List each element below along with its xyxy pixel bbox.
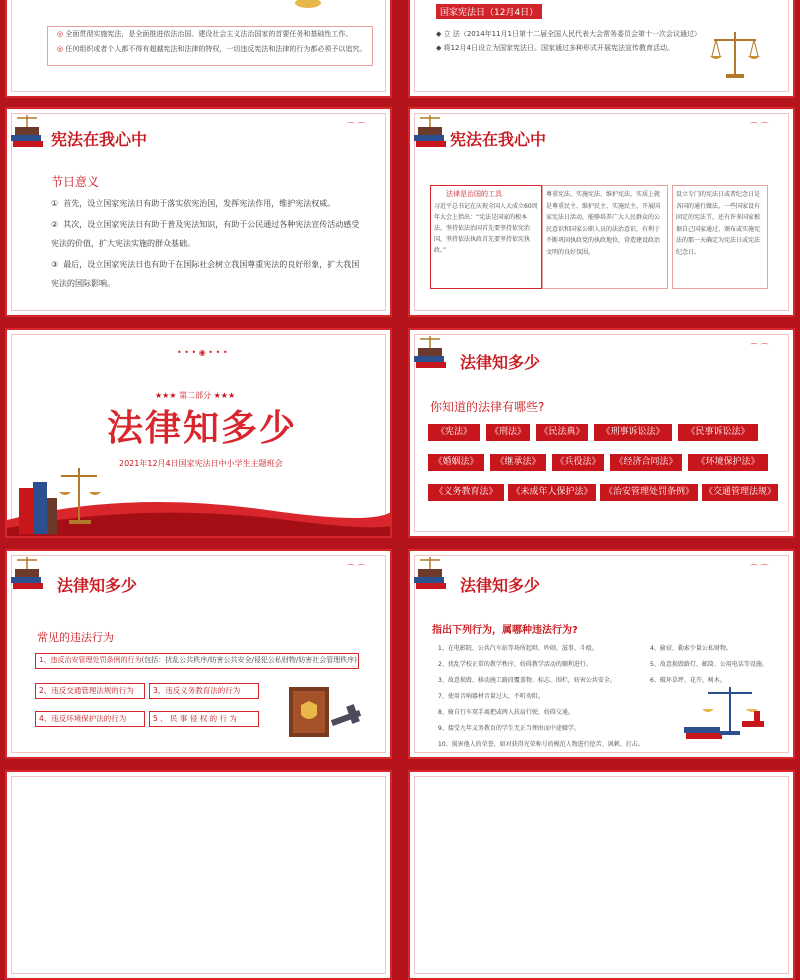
violation-item-text: 2、违反交通管理法规的行为 — [39, 686, 134, 695]
law-books-icon — [9, 555, 49, 595]
bird-decoration: ⌒ ⌒ — [347, 564, 366, 573]
law-chip: 《未成年人保护法》 — [508, 484, 596, 501]
law-chip: 《刑法》 — [486, 424, 530, 441]
law-books-icon — [412, 555, 452, 595]
justice-scale-illustration — [680, 681, 776, 745]
date-tag: 国家宪法日（12月4日） — [436, 4, 542, 19]
law-books-icon — [412, 334, 452, 374]
scale-icon — [706, 26, 764, 84]
part-label: ★★★ 第二部分 ★★★ — [155, 391, 236, 400]
info-box-text: 尊重宪法、实施宪法、维护宪法，实质上就是尊重民主、维护民主、实施民主。开展国家宪法日活动，能够培养广大人民群众的公民意识和国家公职人员的法治意识，有利于不断巩固执政党的执政地位，营造建设政治文明的良好氛围。 — [546, 191, 661, 256]
slide-4[interactable] — [408, 107, 795, 317]
law-chip: 《宪法》 — [428, 424, 480, 441]
slide-10[interactable] — [408, 770, 795, 980]
bird-decoration: ⌒ ⌒ — [347, 122, 366, 131]
info-box-text: 习近平总书记在庆祝全国人大成立60周年大会上指出：“宪法是国家的根本法，坚持依法治国首先要坚持依宪治国，坚持依法执政首先要坚持依宪执政。” — [434, 203, 538, 254]
slide-1[interactable] — [5, 0, 392, 98]
law-chip: 《婚姻法》 — [428, 454, 484, 471]
violation-item-text: 1、违反治安管理处罚条例的行为(包括：扰乱公共秩序/妨害公共安全/侵犯公私财物/妨害社会管理秩序) — [39, 656, 358, 664]
violation-item-text: 4、违反环境保护法的行为 — [39, 714, 127, 723]
info-line: ◆ 将12月4日设立为国家宪法日。国家通过多种形式开展宪法宣传教育活动。 — [436, 44, 674, 52]
section-title: 法律知多少 — [107, 408, 298, 449]
slide-frame — [11, 776, 386, 974]
law-books-icon — [412, 113, 452, 153]
violation-item-text: 3、违反义务教育法的行为 — [153, 686, 241, 695]
law-books-icon — [9, 113, 49, 153]
law-chip: 《义务教育法》 — [428, 484, 504, 501]
slide-2[interactable] — [408, 0, 795, 98]
question-text: 你知道的法律有哪些? — [430, 400, 545, 414]
law-chip: 《继承法》 — [490, 454, 546, 471]
case-item: 6、破坏草坪、花卉、树木。 — [650, 677, 726, 684]
slide-title: 法律知多少 — [460, 576, 541, 595]
bird-decoration: ⌒ ⌒ — [750, 343, 769, 352]
law-chip: 《民事诉讼法》 — [678, 424, 758, 441]
ornament-top: • • • ◉ • • • — [177, 348, 228, 357]
section-subtitle: 节日意义 — [51, 175, 100, 189]
slide-8[interactable] — [408, 549, 795, 759]
slide-5[interactable] — [5, 328, 392, 538]
slide-7[interactable] — [5, 549, 392, 759]
bird-decoration: ⌒ ⌒ — [750, 122, 769, 131]
bird-decoration: ⌒ ⌒ — [750, 564, 769, 573]
law-chip: 《环境保护法》 — [688, 454, 768, 471]
law-chip: 《治安管理处罚条例》 — [600, 484, 698, 501]
slide-frame — [414, 776, 789, 974]
case-item: 8、骑自行车双手离把或两人扶肩行驶，妨碍交通。 — [438, 709, 574, 716]
case-item: 9、接受九年义务教育的学生无正当理由而中途辍学。 — [438, 725, 580, 732]
law-chip: 《兵役法》 — [552, 454, 604, 471]
meaning-item: ③ 最后，设立国家宪法日也有助于在国际社会树立我国尊重宪法的良好形象，扩大我国宪法的国际影响。 — [51, 260, 360, 288]
section-subtitle: 常见的违法行为 — [37, 631, 114, 644]
case-item: 10、损害他人的荣誉，如对获得光荣称号的模范人物进行挖苦、讽刺、打击。 — [438, 741, 644, 748]
case-item: 2、扰乱学校正常的教学秩序，妨碍教学活动的顺利进行。 — [438, 661, 592, 668]
slide-title: 宪法在我心中 — [450, 130, 547, 149]
law-chip: 《民法典》 — [536, 424, 588, 441]
case-item: 3、故意损毁、移动施工路段覆盖物、标志、围栏，妨害公共安全。 — [438, 677, 616, 684]
case-item: 1、在电影院、公共汽车站等场所起哄、吵闹、滋事、斗殴。 — [438, 645, 598, 652]
info-line: ◆ 立 法（2014年11月1日第十二届全国人民代表大会常务委员会第十一次会议通过） — [436, 30, 702, 38]
case-item: 4、偷窃、勒索少量公私财物。 — [650, 645, 732, 652]
slide-6[interactable] — [408, 328, 795, 538]
slide-9[interactable] — [5, 770, 392, 980]
law-books-scale-icon — [15, 458, 105, 538]
info-box-title: 法律是治国的工具 — [446, 190, 502, 198]
law-chip: 《经济合同法》 — [610, 454, 682, 471]
info-box-text: 设立专门的宪法日或者纪念日是各国的通行做法。一些国家设有固定的宪法节，还有许多国家根据自己国家通过、颁布或实施宪法的那一天确定为宪法日或宪法纪念日。 — [676, 191, 761, 256]
case-item: 7、使用音响器材音量过大，不听劝阻。 — [438, 693, 544, 700]
case-item: 5、故意损毁路灯、邮筒、公用电话等设施。 — [650, 661, 768, 668]
law-book-gavel-icon — [279, 679, 369, 743]
slide-title: 宪法在我心中 — [51, 130, 148, 149]
slide-title: 法律知多少 — [460, 353, 541, 372]
section-subtitle: 2021年12月4日国家宪法日中小学生主题班会 — [119, 459, 283, 468]
slide-title: 法律知多少 — [57, 576, 138, 595]
bullet-item: ◎ 全面贯彻实施宪法，是全面推进依法治国、建设社会主义法治国家的首要任务和基础性工作。 — [57, 30, 353, 38]
meaning-item: ① 首先，设立国家宪法日有助于落实依宪治国，发挥宪法作用，维护宪法权威。 — [51, 199, 336, 208]
law-chip: 《刑事诉讼法》 — [594, 424, 672, 441]
law-chip: 《交通管理法规》 — [702, 484, 778, 501]
bullet-item: ◎ 任何组织或者个人都不得有超越宪法和法律的特权，一切违反宪法和法律的行为都必须予以追究。 — [57, 45, 367, 53]
violation-item-text: 5 、 民 事 侵 权 的 行 为 — [153, 714, 237, 723]
meaning-item: ② 其次，设立国家宪法日有助于普及宪法知识，有助于公民通过各种宪法宣传活动感受宪法的价值，扩大宪法实施的群众基础。 — [51, 220, 360, 248]
question-text: 指出下列行为，属哪种违法行为? — [432, 625, 578, 636]
slide-3[interactable] — [5, 107, 392, 317]
